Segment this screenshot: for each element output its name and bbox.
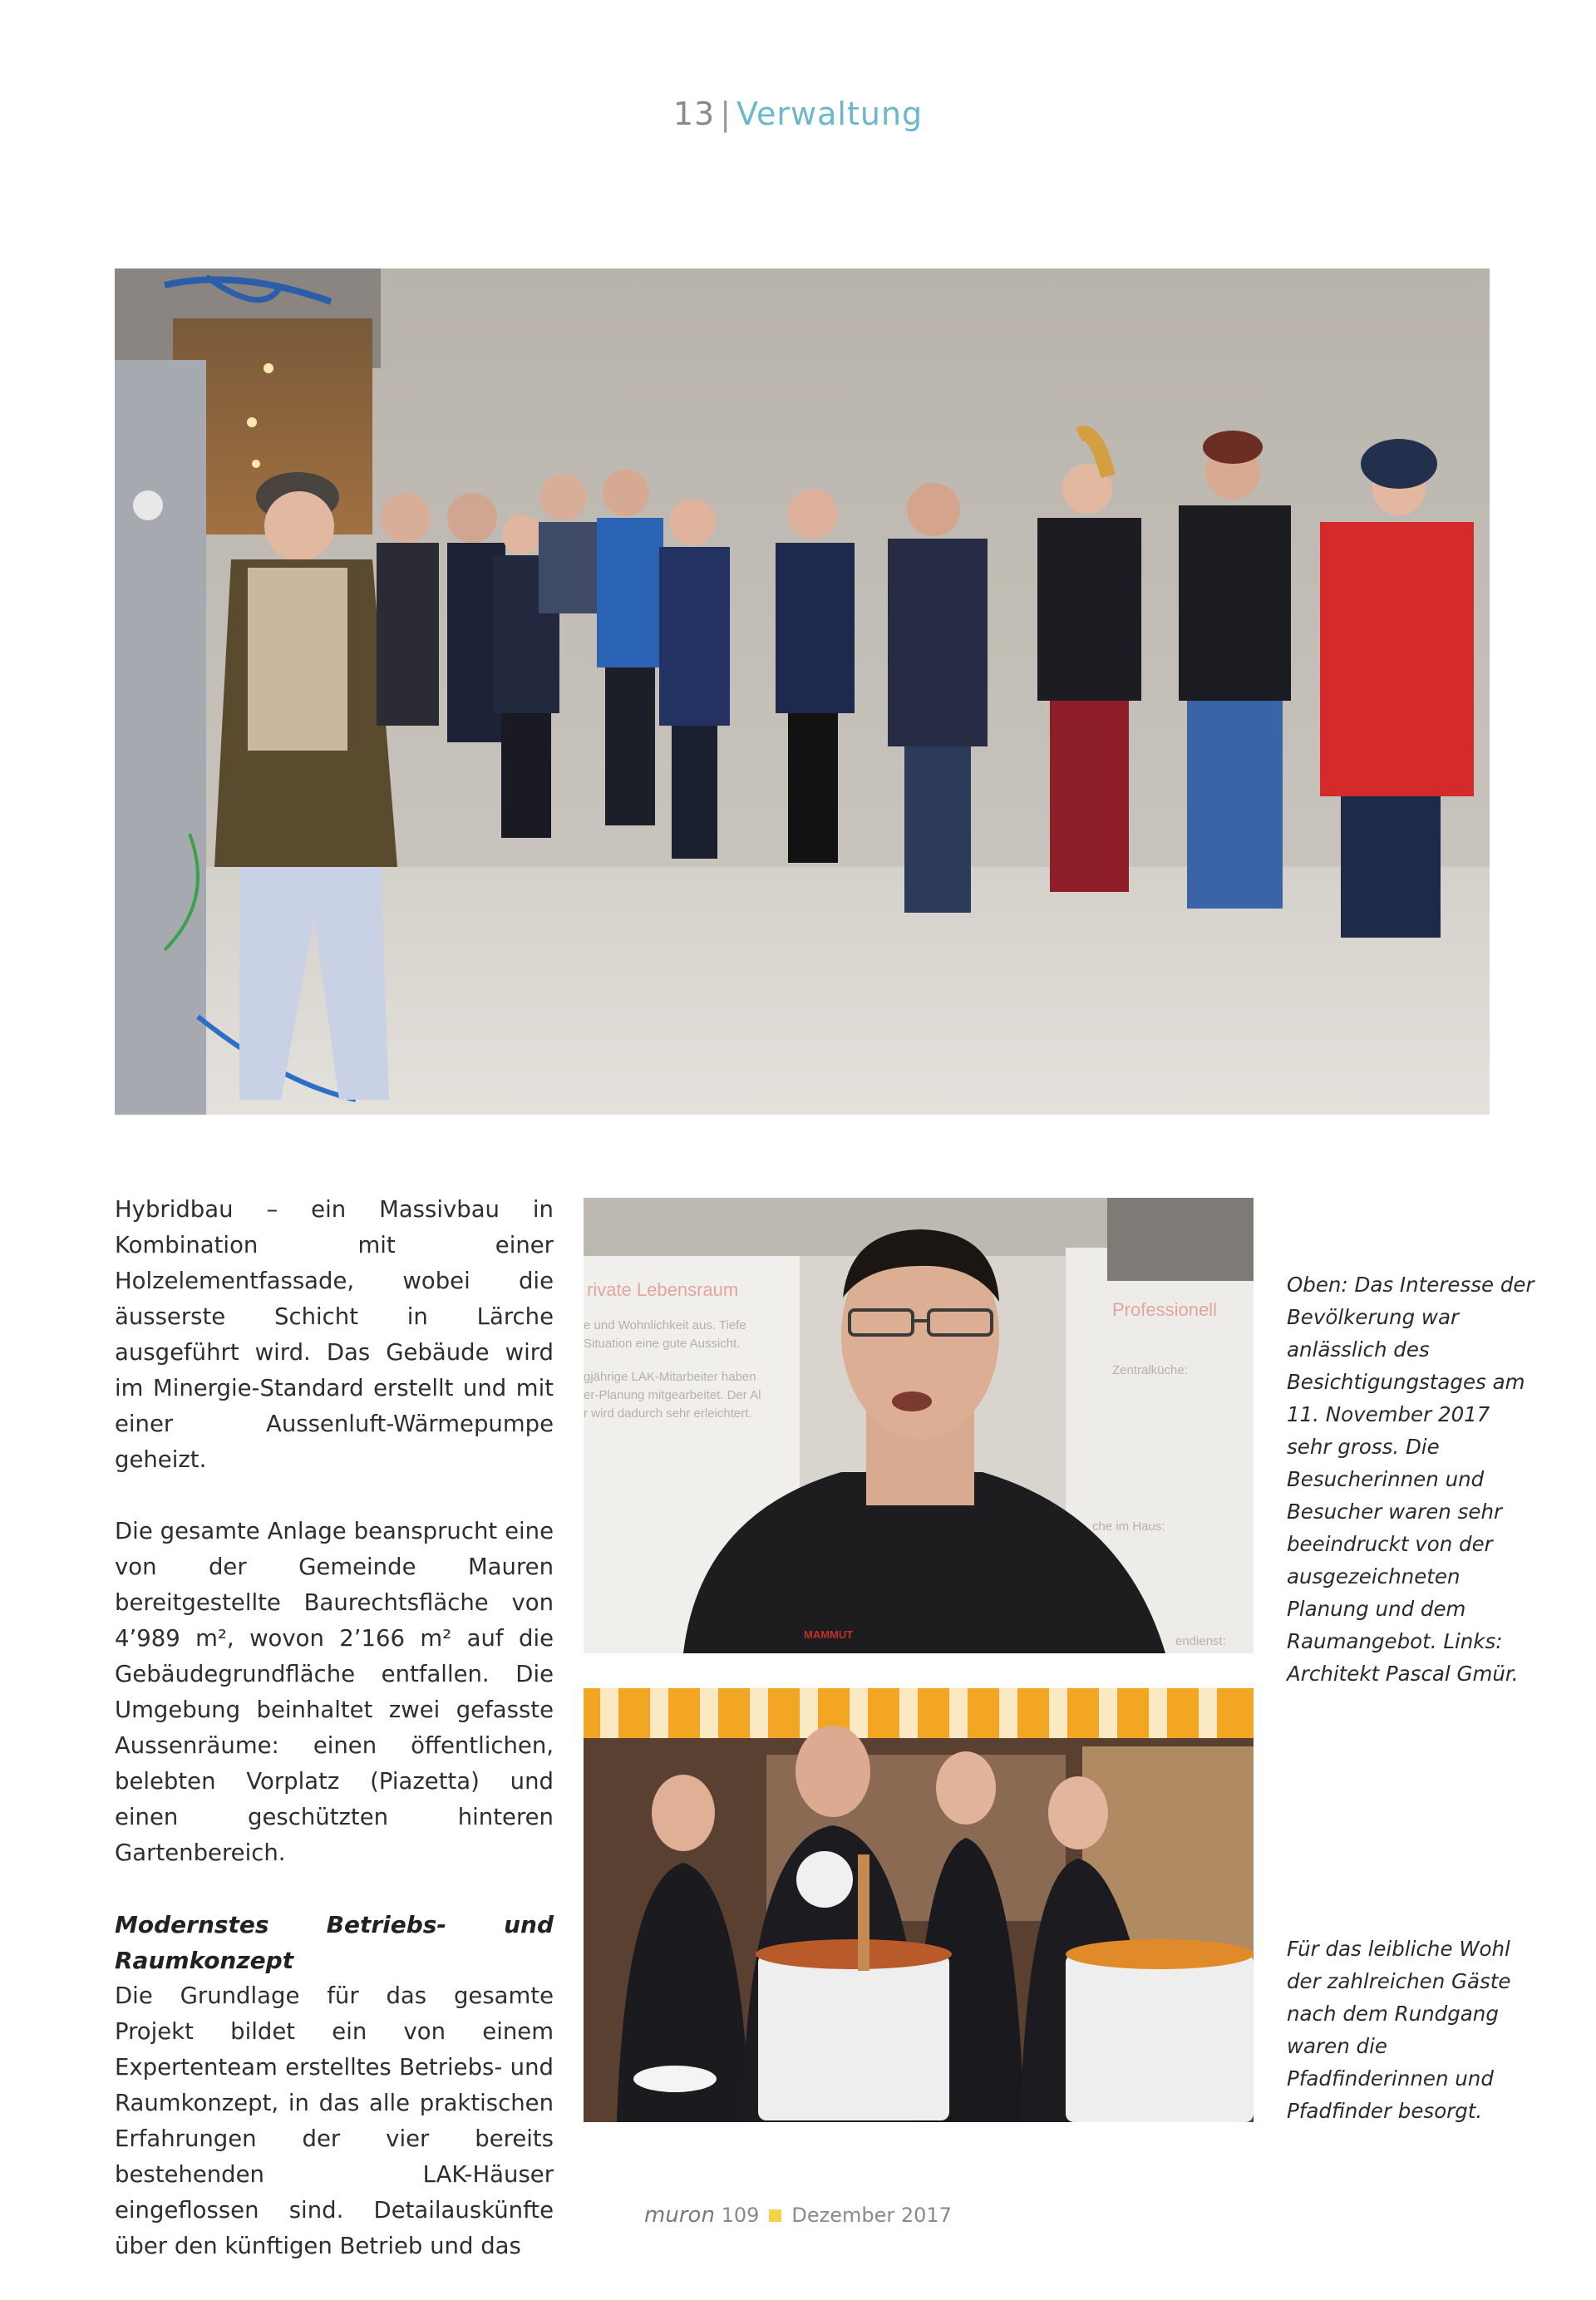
poster-right-line: che im Haus: bbox=[1092, 1519, 1165, 1534]
photo-visitors-tour bbox=[115, 268, 1490, 1115]
caption-visitors: Oben: Das Interesse der Bevölkerung war anlässlich des Besichtigungstages am 11. November 2017 sehr gross. Die Besucherinnen und Besucher waren sehr beeindruckt von der ausgezeichneten Planung und dem Raumangebot. Links: Architekt Pascal Gmür. bbox=[1287, 1273, 1534, 1686]
magazine-brand: muron bbox=[644, 2203, 715, 2228]
poster-left-line: e und Wohnlichkeit aus. Tiefe bbox=[584, 1318, 746, 1332]
page-number: 13 bbox=[672, 96, 716, 132]
poster-left-line: er-Planung mitgearbeitet. Der Al bbox=[584, 1388, 761, 1402]
header-separator: | bbox=[720, 96, 732, 132]
section-title: Verwaltung bbox=[736, 96, 924, 132]
jacket-brand-logo: MAMMUT bbox=[804, 1628, 854, 1641]
poster-left-line: Situation eine gute Aussicht. bbox=[584, 1337, 741, 1351]
poster-right-title: Professionell bbox=[1112, 1299, 1217, 1320]
issue-number: 109 bbox=[721, 2204, 760, 2227]
poster-left-line: r wird dadurch sehr erleichtert. bbox=[584, 1406, 752, 1421]
footer-square-icon bbox=[769, 2209, 781, 2222]
paragraph-building-type: Hybridbau – ein Massivbau in Kombination mit einer Holzelementfassade, wobei die äusserste Schicht in Lärche ausgeführt wird. Das Gebäude wird im Minergie-Standard erstellt und mit einer Aussenluft-Wärmepumpe geheizt. bbox=[115, 1196, 554, 1473]
issue-date: Dezember 2017 bbox=[791, 2204, 952, 2227]
paragraph-concept: Die Grundlage für das gesamte Projekt bildet ein von einem Expertenteam erstelltes Betriebs- und Raumkonzept, in das alle praktischen Erfahrungen der vier bereits bestehenden LAK-Häuser eingeflossen sind. Detailauskünfte über den künftigen Betrieb und das bbox=[115, 1982, 554, 2259]
poster-right-line: endienst: bbox=[1175, 1634, 1226, 1648]
paragraph-site-area: Die gesamte Anlage beansprucht eine von der Gemeinde Mauren bereitgestellte Baurechtsfläche von 4’989 m², wovon 2’166 m² auf die Gebäudegrundfläche entfallen. Die Umgebung beinhaltet zwei gefasste Aussenräume: einen öffentlichen, belebten Vorplatz (Piazetta) und einen geschützten hinteren Gartenbereich. bbox=[115, 1518, 554, 1866]
photo-architect bbox=[584, 1198, 1254, 1653]
photo-scouts-soup bbox=[584, 1688, 1254, 2122]
poster-left-line: gjährige LAK-Mitarbeiter haben bbox=[584, 1370, 756, 1384]
subheading-concept: Modernstes Betriebs- und Raumkonzept bbox=[115, 1911, 554, 1974]
page-footer bbox=[0, 2203, 1596, 2228]
page-header bbox=[0, 96, 1596, 132]
poster-right-line: Zentralküche: bbox=[1112, 1363, 1188, 1377]
article-text bbox=[115, 1192, 554, 2300]
caption-scouts: Für das leibliche Wohl der zahlreichen Gäste nach dem Rundgang waren die Pfadfinderinnen und Pfadfinder besorgt. bbox=[1287, 1937, 1511, 2123]
poster-left-title: rivate Lebensraum bbox=[587, 1279, 739, 1300]
